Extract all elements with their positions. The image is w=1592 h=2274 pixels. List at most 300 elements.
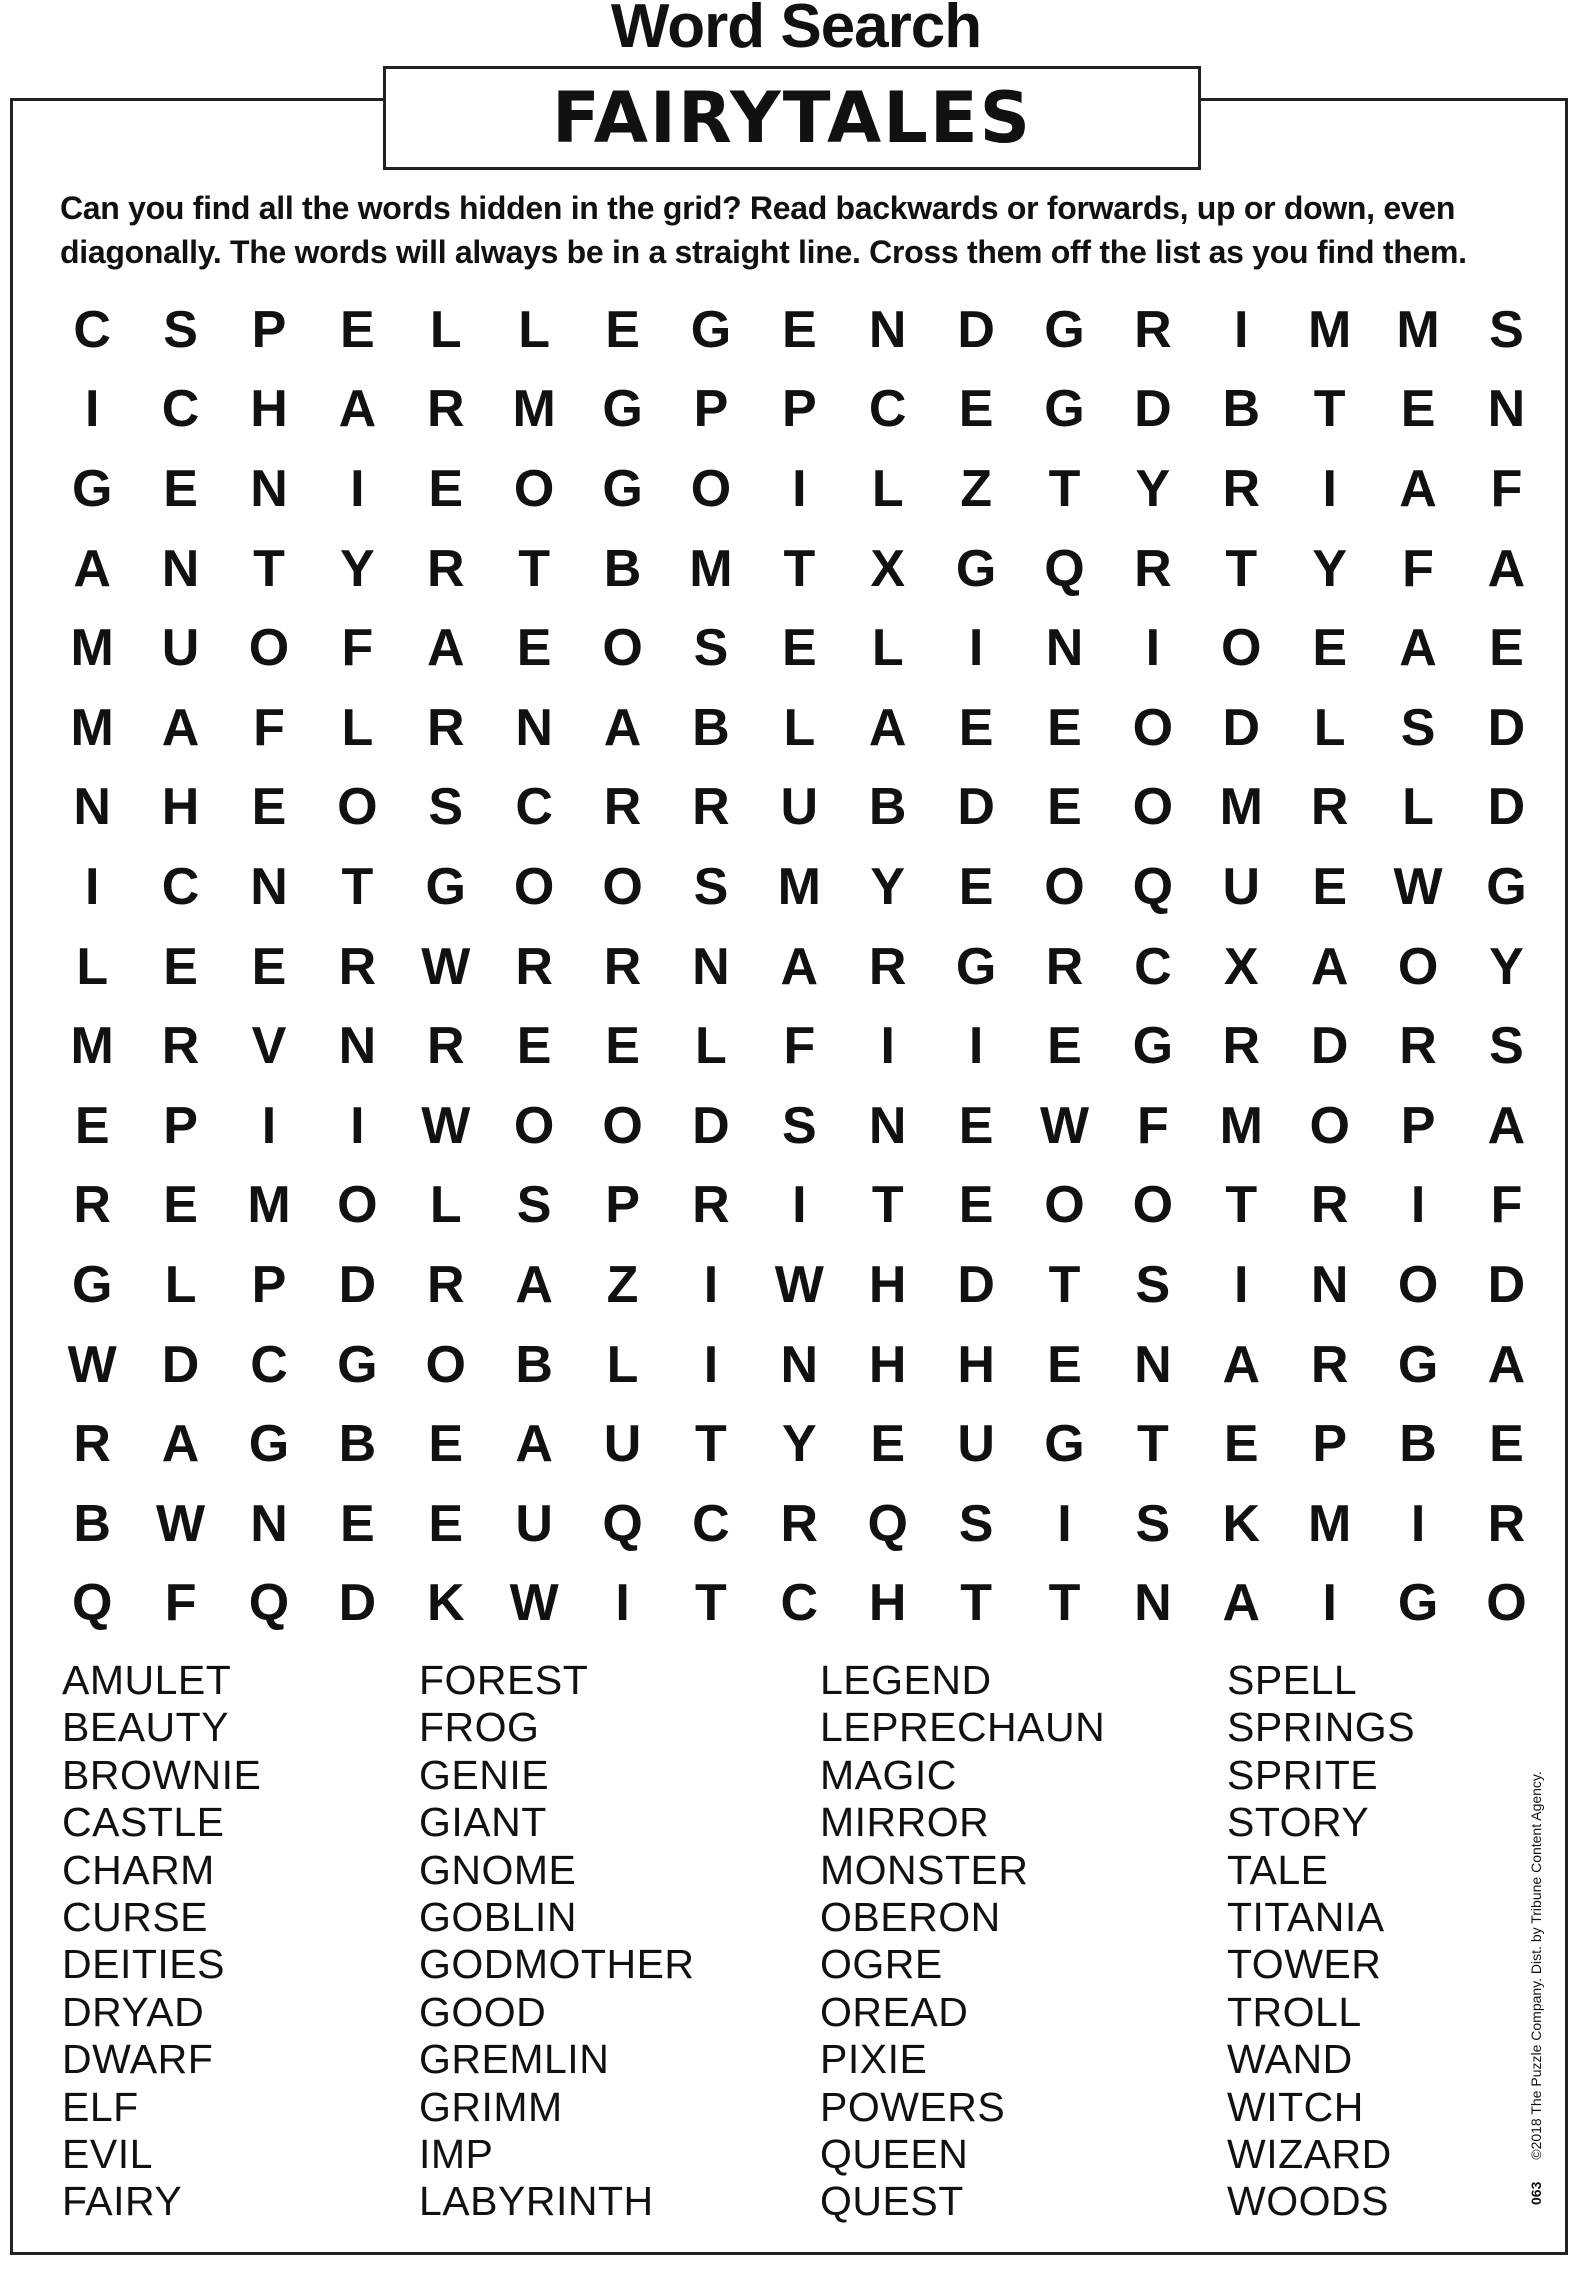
grid-cell[interactable]: R: [426, 380, 465, 439]
grid-cell[interactable]: G: [602, 459, 643, 518]
grid-cell[interactable]: G: [1397, 1574, 1439, 1633]
grid-cell[interactable]: O: [337, 778, 378, 837]
grid-cell[interactable]: O: [1132, 1176, 1174, 1235]
grid-cell[interactable]: I: [968, 1017, 984, 1076]
grid-cell[interactable]: I: [703, 1335, 719, 1394]
grid-cell[interactable]: T: [341, 857, 374, 916]
grid-cell[interactable]: E: [251, 937, 287, 996]
grid-cell[interactable]: C: [780, 1574, 819, 1633]
word-list-item[interactable]: DWARF: [62, 2036, 214, 2083]
grid-cell[interactable]: D: [338, 1574, 377, 1633]
grid-cell[interactable]: F: [1137, 1096, 1169, 1155]
grid-cell[interactable]: M: [512, 380, 556, 439]
grid-cell[interactable]: A: [603, 698, 642, 757]
grid-cell[interactable]: N: [73, 778, 111, 837]
word-list-item[interactable]: GODMOTHER: [419, 1941, 695, 1988]
grid-cell[interactable]: F: [783, 1017, 816, 1076]
grid-cell[interactable]: T: [871, 1176, 904, 1235]
grid-cell[interactable]: L: [429, 300, 462, 359]
grid-cell[interactable]: D: [1487, 698, 1526, 757]
grid-cell[interactable]: I: [350, 1096, 365, 1155]
word-list-item[interactable]: SPRINGS: [1227, 1704, 1416, 1751]
grid-cell[interactable]: I: [1410, 1176, 1426, 1235]
word-list-item[interactable]: SPRITE: [1227, 1751, 1379, 1798]
grid-cell[interactable]: X: [870, 539, 906, 598]
grid-cell[interactable]: N: [250, 459, 288, 518]
grid-cell[interactable]: A: [868, 698, 907, 757]
grid-cell[interactable]: M: [1219, 778, 1263, 837]
grid-cell[interactable]: A: [1399, 619, 1437, 678]
grid-cell[interactable]: R: [868, 937, 907, 996]
word-list-item[interactable]: DRYAD: [62, 1988, 205, 2035]
grid-cell[interactable]: N: [250, 1494, 288, 1553]
grid-cell[interactable]: O: [602, 857, 643, 916]
grid-cell[interactable]: N: [868, 1096, 907, 1155]
grid-cell[interactable]: U: [515, 1494, 553, 1553]
grid-cell[interactable]: W: [774, 1255, 824, 1314]
word-list-item[interactable]: MONSTER: [820, 1846, 1029, 1893]
word-list-item[interactable]: WITCH: [1227, 2083, 1364, 2130]
grid-cell[interactable]: Q: [1044, 539, 1085, 598]
grid-cell[interactable]: Y: [1135, 459, 1171, 518]
grid-cell[interactable]: F: [1490, 1176, 1523, 1235]
grid-cell[interactable]: E: [605, 1017, 640, 1076]
grid-cell[interactable]: R: [1310, 778, 1349, 837]
grid-cell[interactable]: G: [248, 1415, 290, 1474]
grid-cell[interactable]: E: [958, 1176, 994, 1235]
grid-cell[interactable]: G: [602, 380, 643, 439]
grid-cell[interactable]: R: [161, 1017, 200, 1076]
grid-cell[interactable]: I: [261, 1096, 277, 1155]
grid-cell[interactable]: P: [251, 300, 287, 359]
grid-cell[interactable]: A: [1487, 1335, 1526, 1394]
grid-cell[interactable]: I: [1410, 1494, 1426, 1553]
grid-cell[interactable]: R: [1134, 539, 1172, 598]
grid-cell[interactable]: C: [161, 857, 200, 916]
grid-cell[interactable]: L: [518, 300, 551, 359]
grid-cell[interactable]: D: [957, 300, 995, 359]
grid-cell[interactable]: E: [251, 778, 287, 837]
grid-cell[interactable]: I: [703, 1255, 719, 1314]
word-list-item[interactable]: FOREST: [419, 1657, 589, 1703]
grid-cell[interactable]: W: [421, 937, 471, 996]
grid-cell[interactable]: A: [161, 1415, 200, 1474]
grid-cell[interactable]: T: [1225, 1176, 1258, 1235]
grid-cell[interactable]: M: [1308, 1494, 1352, 1553]
grid-cell[interactable]: I: [1322, 459, 1337, 518]
grid-cell[interactable]: L: [429, 1176, 462, 1235]
word-list-item[interactable]: OGRE: [820, 1941, 943, 1988]
grid-cell[interactable]: B: [1222, 380, 1261, 439]
grid-cell[interactable]: G: [1044, 300, 1085, 359]
grid-cell[interactable]: T: [960, 1574, 992, 1633]
grid-cell[interactable]: T: [1048, 459, 1081, 518]
grid-cell[interactable]: P: [1312, 1415, 1347, 1474]
grid-cell[interactable]: W: [1393, 857, 1443, 916]
grid-cell[interactable]: H: [250, 380, 288, 439]
grid-cell[interactable]: N: [868, 300, 907, 359]
grid-cell[interactable]: I: [615, 1574, 630, 1633]
grid-cell[interactable]: I: [84, 380, 100, 439]
word-list-item[interactable]: TROLL: [1227, 1988, 1362, 2035]
grid-cell[interactable]: E: [1312, 857, 1347, 916]
grid-cell[interactable]: U: [161, 619, 200, 678]
grid-cell[interactable]: R: [426, 539, 465, 598]
word-list-item[interactable]: QUEST: [820, 2178, 964, 2225]
grid-cell[interactable]: U: [1222, 857, 1261, 916]
grid-cell[interactable]: H: [957, 1335, 995, 1394]
grid-cell[interactable]: R: [1487, 1494, 1526, 1553]
grid-cell[interactable]: D: [957, 1255, 995, 1314]
grid-cell[interactable]: G: [1044, 380, 1085, 439]
grid-cell[interactable]: M: [1396, 300, 1440, 359]
grid-cell[interactable]: T: [253, 539, 285, 598]
grid-cell[interactable]: A: [1399, 459, 1437, 518]
grid-cell[interactable]: M: [247, 1176, 291, 1235]
grid-cell[interactable]: O: [248, 619, 290, 678]
grid-cell[interactable]: I: [1234, 1255, 1249, 1314]
word-list-item[interactable]: ELF: [62, 2083, 139, 2130]
grid-cell[interactable]: E: [428, 1415, 464, 1474]
grid-cell[interactable]: A: [1310, 937, 1349, 996]
grid-cell[interactable]: O: [1221, 619, 1262, 678]
grid-cell[interactable]: E: [605, 300, 640, 359]
grid-cell[interactable]: R: [1222, 1017, 1261, 1076]
grid-cell[interactable]: E: [1047, 1017, 1082, 1076]
word-list-item[interactable]: STORY: [1227, 1799, 1370, 1846]
grid-cell[interactable]: Q: [71, 1574, 113, 1633]
grid-cell[interactable]: H: [161, 778, 200, 837]
grid-cell[interactable]: E: [163, 1176, 198, 1235]
word-list-item[interactable]: FAIRY: [62, 2178, 183, 2225]
word-list-item[interactable]: GREMLIN: [419, 2036, 610, 2083]
grid-cell[interactable]: Q: [867, 1494, 908, 1553]
grid-cell[interactable]: C: [515, 778, 553, 837]
grid-cell[interactable]: R: [603, 778, 642, 837]
grid-cell[interactable]: E: [958, 857, 994, 916]
word-list-item[interactable]: GRIMM: [419, 2083, 563, 2130]
grid-cell[interactable]: B: [515, 1335, 553, 1394]
grid-cell[interactable]: E: [428, 459, 464, 518]
grid-cell[interactable]: A: [1487, 1096, 1526, 1155]
grid-cell[interactable]: E: [163, 459, 198, 518]
grid-cell[interactable]: P: [781, 380, 817, 439]
grid-cell[interactable]: A: [73, 539, 111, 598]
word-list-item[interactable]: GIANT: [419, 1799, 547, 1846]
grid-cell[interactable]: A: [161, 698, 200, 757]
word-list-item[interactable]: OREAD: [820, 1988, 969, 2035]
grid-cell[interactable]: Q: [248, 1574, 290, 1633]
grid-cell[interactable]: E: [1047, 698, 1082, 757]
grid-cell[interactable]: B: [73, 1494, 111, 1553]
grid-cell[interactable]: E: [1400, 380, 1436, 439]
word-list-item[interactable]: TOWER: [1227, 1941, 1382, 1988]
word-list-item[interactable]: LABYRINTH: [419, 2178, 654, 2225]
grid-cell[interactable]: N: [1487, 380, 1526, 439]
grid-cell[interactable]: Q: [1132, 857, 1174, 916]
grid-cell[interactable]: W: [509, 1574, 559, 1633]
grid-cell[interactable]: A: [426, 619, 465, 678]
grid-cell[interactable]: N: [515, 698, 553, 757]
grid-cell[interactable]: B: [868, 778, 907, 837]
grid-cell[interactable]: A: [1222, 1574, 1261, 1633]
grid-cell[interactable]: I: [350, 459, 365, 518]
grid-cell[interactable]: L: [871, 619, 904, 678]
grid-cell[interactable]: Z: [606, 1255, 639, 1314]
grid-cell[interactable]: Y: [870, 857, 906, 916]
grid-cell[interactable]: T: [695, 1415, 727, 1474]
grid-cell[interactable]: O: [1044, 1176, 1085, 1235]
grid-cell[interactable]: O: [690, 459, 732, 518]
grid-cell[interactable]: T: [783, 539, 816, 598]
grid-cell[interactable]: P: [251, 1255, 287, 1314]
word-list-item[interactable]: TITANIA: [1227, 1893, 1385, 1940]
grid-cell[interactable]: E: [958, 698, 994, 757]
grid-cell[interactable]: A: [515, 1255, 553, 1314]
grid-cell[interactable]: G: [425, 857, 466, 916]
word-list-item[interactable]: BEAUTY: [62, 1704, 230, 1751]
word-list-item[interactable]: IMP: [419, 2130, 494, 2177]
grid-cell[interactable]: A: [515, 1415, 553, 1474]
grid-cell[interactable]: E: [958, 380, 994, 439]
grid-cell[interactable]: R: [692, 1176, 730, 1235]
grid-cell[interactable]: U: [603, 1415, 642, 1474]
grid-cell[interactable]: R: [1045, 937, 1084, 996]
grid-cell[interactable]: T: [1313, 380, 1346, 439]
word-list-item[interactable]: GOBLIN: [419, 1893, 577, 1940]
grid-cell[interactable]: I: [880, 1017, 895, 1076]
grid-cell[interactable]: I: [1057, 1494, 1072, 1553]
grid-cell[interactable]: O: [513, 857, 555, 916]
grid-cell[interactable]: P: [163, 1096, 198, 1155]
grid-cell[interactable]: R: [426, 698, 465, 757]
grid-cell[interactable]: I: [84, 857, 100, 916]
grid-cell[interactable]: T: [1048, 1574, 1081, 1633]
word-list-item[interactable]: WOODS: [1227, 2178, 1389, 2225]
grid-cell[interactable]: D: [1487, 778, 1526, 837]
grid-cell[interactable]: M: [70, 619, 114, 678]
grid-cell[interactable]: S: [1135, 1255, 1171, 1314]
grid-cell[interactable]: R: [73, 1415, 111, 1474]
grid-cell[interactable]: H: [868, 1335, 907, 1394]
grid-cell[interactable]: E: [1489, 1415, 1524, 1474]
grid-cell[interactable]: I: [968, 619, 984, 678]
grid-cell[interactable]: G: [71, 459, 113, 518]
grid-cell[interactable]: T: [1048, 1255, 1081, 1314]
grid-cell[interactable]: R: [1134, 300, 1172, 359]
grid-cell[interactable]: R: [1310, 1335, 1349, 1394]
word-list-item[interactable]: DEITIES: [62, 1941, 225, 1988]
grid-cell[interactable]: S: [1135, 1494, 1171, 1553]
grid-cell[interactable]: S: [428, 778, 464, 837]
grid-cell[interactable]: L: [341, 698, 374, 757]
word-list-item[interactable]: QUEEN: [820, 2130, 969, 2177]
grid-cell[interactable]: G: [1486, 857, 1527, 916]
word-list-item[interactable]: CHARM: [62, 1846, 215, 1893]
word-list-item[interactable]: CASTLE: [62, 1799, 225, 1846]
grid-cell[interactable]: G: [1044, 1415, 1085, 1474]
grid-cell[interactable]: R: [1310, 1176, 1349, 1235]
grid-cell[interactable]: E: [1312, 619, 1347, 678]
grid-cell[interactable]: T: [1225, 539, 1258, 598]
grid-cell[interactable]: S: [1489, 300, 1524, 359]
grid-cell[interactable]: R: [426, 1255, 465, 1314]
grid-cell[interactable]: R: [73, 1176, 111, 1235]
grid-cell[interactable]: L: [695, 1017, 727, 1076]
grid-cell[interactable]: T: [518, 539, 551, 598]
grid-cell[interactable]: L: [1402, 778, 1434, 837]
grid-cell[interactable]: D: [1310, 1017, 1349, 1076]
word-list-item[interactable]: MIRROR: [820, 1799, 990, 1846]
grid-cell[interactable]: D: [1222, 698, 1261, 757]
word-list-item[interactable]: LEPRECHAUN: [820, 1704, 1106, 1751]
letter-grid[interactable]: [48, 290, 1568, 1633]
grid-cell[interactable]: Y: [781, 1415, 817, 1474]
grid-cell[interactable]: I: [1145, 619, 1161, 678]
grid-cell[interactable]: B: [603, 539, 642, 598]
grid-cell[interactable]: X: [1223, 937, 1259, 996]
word-list-item[interactable]: SPELL: [1227, 1657, 1358, 1703]
grid-cell[interactable]: L: [164, 1255, 197, 1314]
grid-cell[interactable]: D: [1487, 1255, 1526, 1314]
grid-cell[interactable]: I: [792, 1176, 807, 1235]
grid-cell[interactable]: T: [1137, 1415, 1169, 1474]
grid-cell[interactable]: E: [163, 937, 198, 996]
grid-cell[interactable]: P: [605, 1176, 640, 1235]
grid-cell[interactable]: O: [1309, 1096, 1350, 1155]
word-list-item[interactable]: WAND: [1227, 2036, 1353, 2083]
word-list-item[interactable]: LEGEND: [820, 1657, 992, 1703]
grid-cell[interactable]: Y: [340, 539, 375, 598]
grid-cell[interactable]: G: [955, 937, 997, 996]
word-list-item[interactable]: AMULET: [62, 1657, 232, 1703]
grid-cell[interactable]: N: [780, 1335, 819, 1394]
grid-cell[interactable]: R: [515, 937, 553, 996]
grid-cell[interactable]: L: [76, 937, 109, 996]
grid-cell[interactable]: E: [74, 1096, 110, 1155]
grid-cell[interactable]: O: [1132, 778, 1174, 837]
grid-cell[interactable]: S: [163, 300, 198, 359]
grid-cell[interactable]: D: [161, 1335, 200, 1394]
grid-cell[interactable]: R: [338, 937, 377, 996]
grid-cell[interactable]: D: [338, 1255, 377, 1314]
word-list-item[interactable]: GENIE: [419, 1751, 550, 1798]
grid-cell[interactable]: O: [513, 1096, 555, 1155]
grid-cell[interactable]: E: [340, 300, 375, 359]
grid-cell[interactable]: O: [1044, 857, 1085, 916]
grid-cell[interactable]: O: [425, 1335, 466, 1394]
grid-cell[interactable]: R: [1222, 459, 1261, 518]
grid-cell[interactable]: O: [1397, 1255, 1439, 1314]
grid-cell[interactable]: K: [1222, 1494, 1261, 1553]
grid-cell[interactable]: E: [1047, 778, 1082, 837]
grid-cell[interactable]: O: [513, 459, 555, 518]
grid-cell[interactable]: S: [781, 1096, 817, 1155]
grid-cell[interactable]: G: [1397, 1335, 1439, 1394]
word-list-item[interactable]: OBERON: [820, 1893, 1001, 1940]
grid-cell[interactable]: E: [428, 1494, 464, 1553]
grid-cell[interactable]: Y: [1489, 937, 1524, 996]
grid-cell[interactable]: T: [695, 1574, 727, 1633]
grid-cell[interactable]: M: [689, 539, 733, 598]
word-list-item[interactable]: CURSE: [62, 1893, 209, 1940]
grid-cell[interactable]: H: [868, 1255, 907, 1314]
grid-cell[interactable]: D: [957, 778, 995, 837]
grid-cell[interactable]: Q: [602, 1494, 643, 1553]
grid-cell[interactable]: S: [693, 619, 729, 678]
grid-cell[interactable]: S: [1400, 698, 1436, 757]
grid-cell[interactable]: C: [692, 1494, 730, 1553]
grid-cell[interactable]: R: [692, 778, 730, 837]
grid-cell[interactable]: S: [1489, 1017, 1524, 1076]
grid-cell[interactable]: W: [156, 1494, 206, 1553]
grid-cell[interactable]: G: [71, 1255, 113, 1314]
grid-cell[interactable]: A: [780, 937, 819, 996]
word-list-item[interactable]: POWERS: [820, 2083, 1006, 2130]
grid-cell[interactable]: D: [1134, 380, 1172, 439]
grid-cell[interactable]: D: [692, 1096, 730, 1155]
grid-cell[interactable]: P: [693, 380, 729, 439]
grid-cell[interactable]: U: [957, 1415, 995, 1474]
grid-cell[interactable]: O: [1132, 698, 1174, 757]
grid-cell[interactable]: E: [1223, 1415, 1259, 1474]
grid-cell[interactable]: M: [70, 1017, 114, 1076]
grid-cell[interactable]: M: [777, 857, 821, 916]
word-list-item[interactable]: GOOD: [419, 1988, 547, 2035]
grid-cell[interactable]: N: [1134, 1335, 1172, 1394]
grid-cell[interactable]: I: [792, 459, 807, 518]
grid-cell[interactable]: P: [1400, 1096, 1436, 1155]
grid-cell[interactable]: Y: [1312, 539, 1347, 598]
word-list-item[interactable]: MAGIC: [820, 1751, 957, 1798]
grid-cell[interactable]: A: [1222, 1335, 1261, 1394]
grid-cell[interactable]: I: [1322, 1574, 1337, 1633]
grid-cell[interactable]: N: [1310, 1255, 1349, 1314]
word-list-item[interactable]: GNOME: [419, 1846, 577, 1893]
grid-cell[interactable]: O: [1486, 1574, 1527, 1633]
grid-cell[interactable]: K: [426, 1574, 465, 1633]
grid-cell[interactable]: C: [1134, 937, 1172, 996]
grid-cell[interactable]: U: [780, 778, 819, 837]
grid-cell[interactable]: O: [602, 1096, 643, 1155]
grid-cell[interactable]: F: [341, 619, 374, 678]
grid-cell[interactable]: C: [868, 380, 907, 439]
word-list-item[interactable]: BROWNIE: [62, 1751, 262, 1798]
grid-cell[interactable]: M: [1308, 300, 1352, 359]
grid-cell[interactable]: N: [161, 539, 200, 598]
grid-cell[interactable]: G: [690, 300, 732, 359]
grid-cell[interactable]: A: [1487, 539, 1526, 598]
grid-cell[interactable]: L: [783, 698, 816, 757]
grid-cell[interactable]: G: [1132, 1017, 1174, 1076]
grid-cell[interactable]: F: [1402, 539, 1434, 598]
grid-cell[interactable]: N: [250, 857, 288, 916]
grid-cell[interactable]: E: [340, 1494, 375, 1553]
grid-cell[interactable]: B: [338, 1415, 377, 1474]
grid-cell[interactable]: H: [868, 1574, 907, 1633]
grid-cell[interactable]: A: [338, 380, 377, 439]
grid-cell[interactable]: N: [1045, 619, 1084, 678]
grid-cell[interactable]: F: [1490, 459, 1523, 518]
grid-cell[interactable]: O: [337, 1176, 378, 1235]
grid-cell[interactable]: E: [958, 1096, 994, 1155]
grid-cell[interactable]: S: [958, 1494, 994, 1553]
grid-cell[interactable]: L: [871, 459, 904, 518]
grid-cell[interactable]: E: [870, 1415, 906, 1474]
grid-cell[interactable]: W: [67, 1335, 117, 1394]
grid-cell[interactable]: S: [516, 1176, 552, 1235]
grid-cell[interactable]: M: [70, 698, 114, 757]
